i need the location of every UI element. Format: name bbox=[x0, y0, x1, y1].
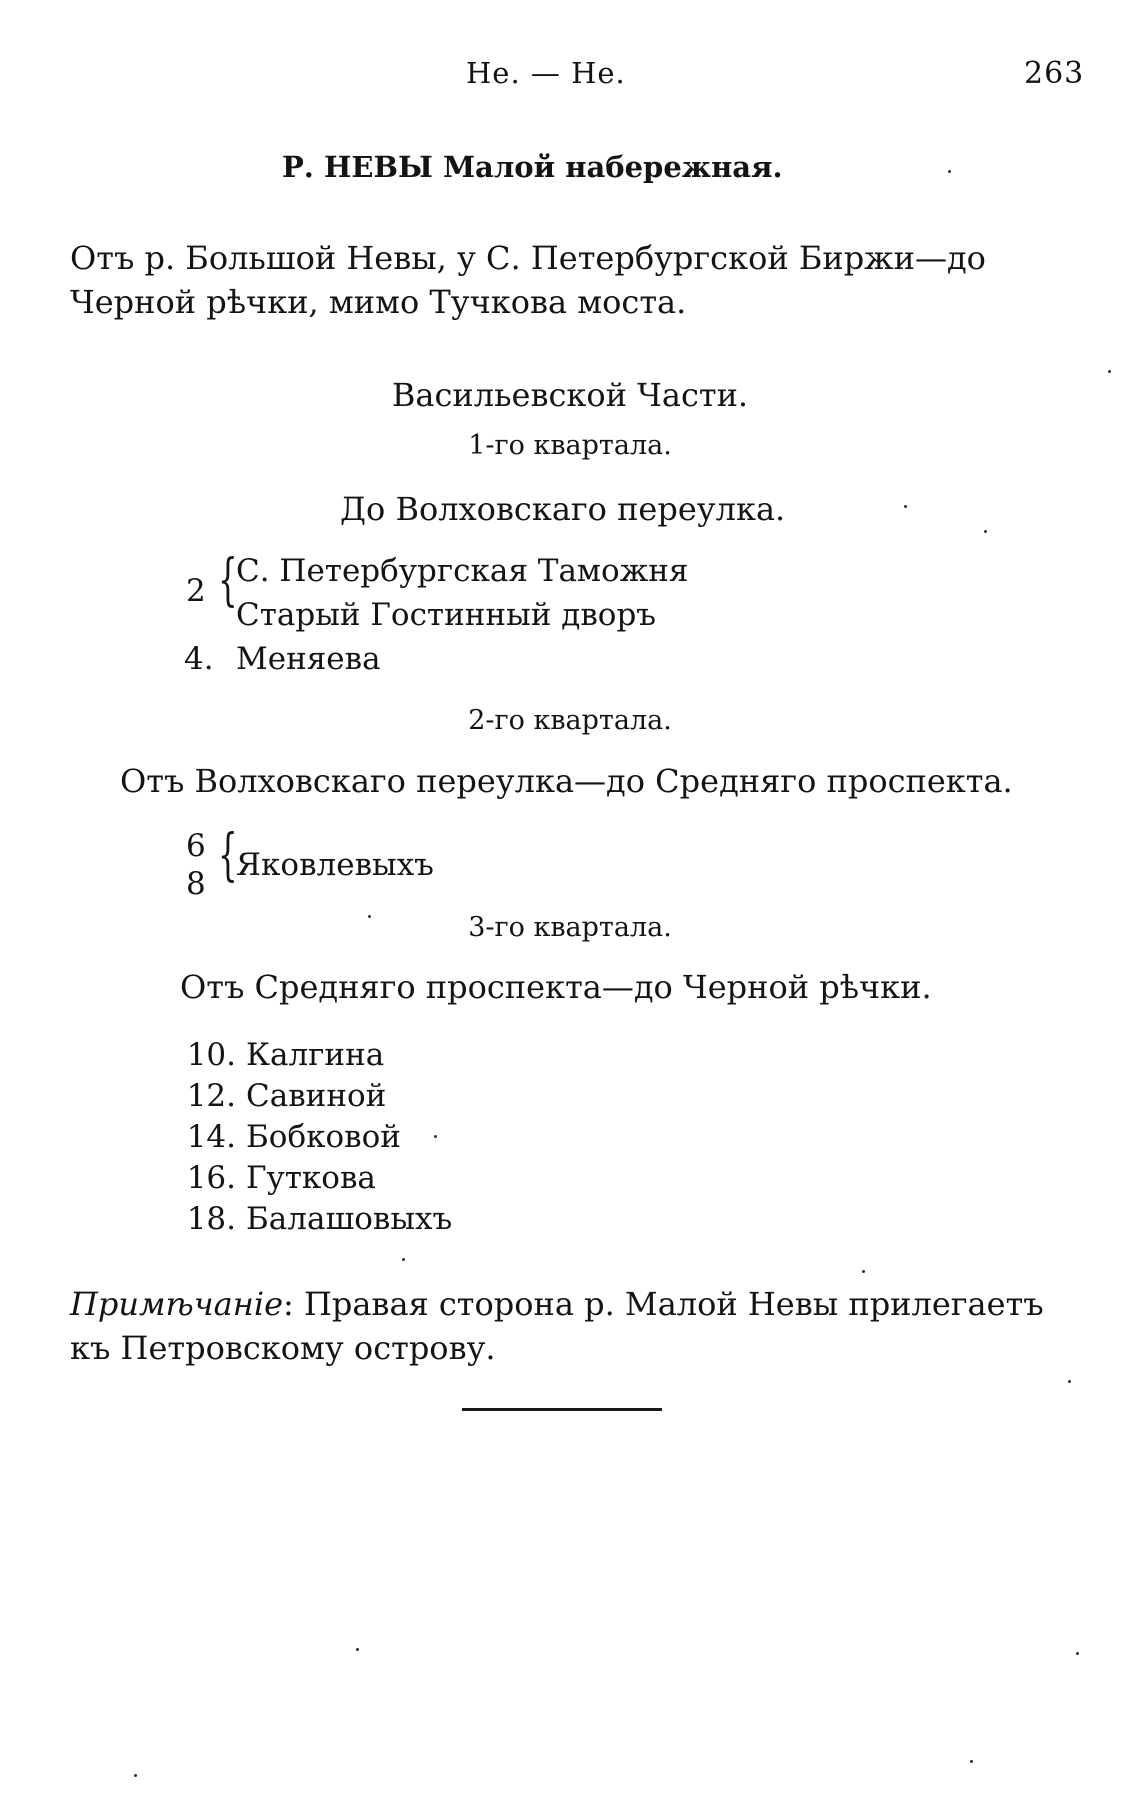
end-rule bbox=[462, 1408, 662, 1411]
scan-speck bbox=[402, 1258, 405, 1261]
scan-speck bbox=[948, 170, 951, 173]
scan-speck bbox=[984, 530, 987, 533]
house-entry: Калгина bbox=[246, 1037, 385, 1073]
house-entry: Старый Гостинный дворъ bbox=[236, 597, 657, 633]
house-entry: Гуткова bbox=[246, 1160, 376, 1196]
house-number: 10. bbox=[186, 1037, 236, 1073]
house-entry: Балашовыхъ bbox=[246, 1201, 453, 1237]
description-line-1: Отъ р. Большой Невы, у С. Петербургской Биржи—до bbox=[70, 239, 986, 277]
house-list bbox=[160, 1035, 452, 1240]
scan-speck bbox=[1108, 370, 1111, 373]
part-heading: Васильевской Части. bbox=[391, 376, 749, 414]
quarter-heading-1: 1-го квартала. bbox=[468, 430, 672, 461]
scan-speck bbox=[134, 1774, 137, 1777]
house-number: 4. bbox=[184, 641, 214, 677]
footnote-line-2: къ Петровскому острову. bbox=[70, 1329, 496, 1367]
house-number: 8 bbox=[186, 866, 206, 902]
footnote-line-1 bbox=[70, 1282, 1080, 1326]
house-number: 16. bbox=[186, 1160, 236, 1196]
footnote-label: Примѣчаніе bbox=[70, 1285, 283, 1323]
house-number: 2 bbox=[186, 573, 206, 609]
scan-speck bbox=[356, 1648, 359, 1651]
scan-speck bbox=[862, 1270, 865, 1273]
page-number: 263 bbox=[1024, 56, 1085, 91]
scan-speck bbox=[1076, 1652, 1079, 1655]
list-item bbox=[160, 1117, 452, 1158]
quarter-heading-2: 2-го квартала. bbox=[468, 705, 672, 736]
house-number: 18. bbox=[186, 1201, 236, 1237]
scan-speck bbox=[904, 505, 907, 508]
house-number: 12. bbox=[186, 1078, 236, 1114]
list-item bbox=[160, 1199, 452, 1240]
scan-speck bbox=[368, 915, 371, 918]
list-item bbox=[160, 1158, 452, 1199]
range-heading-3: Отъ Средняго проспекта—до Черной рѣчки. bbox=[180, 968, 932, 1006]
list-item bbox=[160, 1076, 452, 1117]
brace-glyph: { bbox=[218, 823, 238, 888]
range-heading-2: Отъ Волховскаго переулка—до Средняго проспекта. bbox=[120, 762, 1013, 800]
house-number: 14. bbox=[186, 1119, 236, 1155]
house-entry: Меняева bbox=[236, 641, 381, 677]
footnote-text: : Правая сторона р. Малой Невы прилегаетъ bbox=[283, 1285, 1044, 1323]
scan-speck bbox=[1068, 1380, 1071, 1383]
street-title: Р. НЕВЫ Малой набережная. bbox=[282, 150, 783, 184]
description-line-2: Черной рѣчки, мимо Тучкова моста. bbox=[70, 283, 687, 321]
footnote bbox=[70, 1282, 1080, 1370]
street-description bbox=[70, 236, 1070, 324]
running-head: Не. — Не. bbox=[466, 56, 626, 90]
house-entry: С. Петербургская Таможня bbox=[236, 553, 689, 589]
scan-speck bbox=[434, 1135, 437, 1138]
house-number: 6 bbox=[186, 828, 206, 864]
house-entry: Савиной bbox=[246, 1078, 387, 1114]
house-entry: Бобковой bbox=[246, 1119, 401, 1155]
list-item bbox=[160, 1035, 452, 1076]
quarter-heading-3: 3-го квартала. bbox=[468, 912, 672, 943]
scan-speck bbox=[970, 1760, 973, 1763]
house-entry: Яковлевыхъ bbox=[236, 847, 434, 883]
range-heading-1: До Волховскаго переулка. bbox=[340, 490, 786, 528]
brace-glyph: { bbox=[218, 548, 238, 613]
